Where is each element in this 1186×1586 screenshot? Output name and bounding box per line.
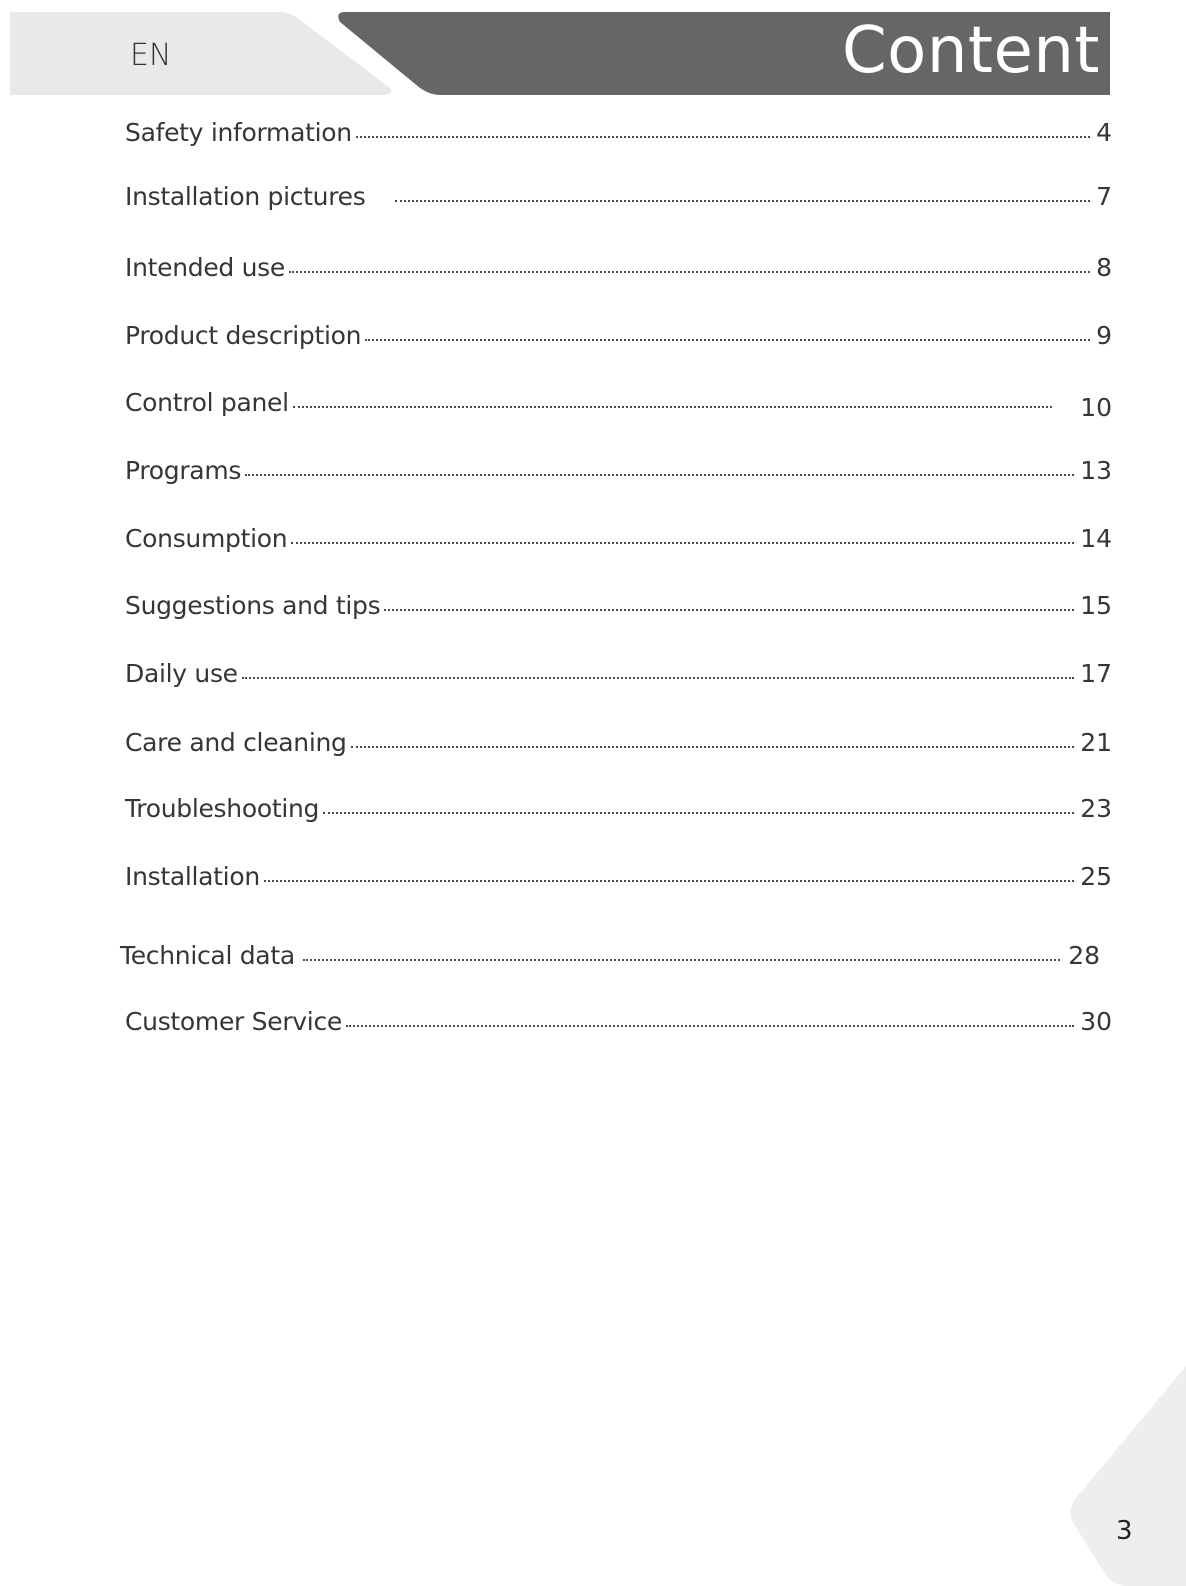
- toc-entry-page: 21: [1080, 728, 1112, 757]
- toc-entry-page: 30: [1080, 1007, 1112, 1036]
- toc-entry-label: Suggestions and tips: [125, 591, 381, 620]
- toc-entry-intended-use[interactable]: [125, 253, 1112, 282]
- page-corner-decoration: [1006, 1346, 1186, 1586]
- toc-entry-control-panel[interactable]: [125, 388, 1112, 422]
- toc-leader-dots: [264, 880, 1074, 882]
- toc-entry-label: Installation: [125, 862, 260, 891]
- page-title: Content: [841, 14, 1100, 88]
- toc-entry-safety-information[interactable]: [125, 118, 1112, 147]
- toc-entry-page: 28: [1068, 941, 1100, 970]
- toc-leader-dots: [384, 609, 1074, 611]
- toc-leader-dots: [323, 812, 1074, 814]
- toc-entry-programs[interactable]: [125, 456, 1112, 485]
- toc-leader-dots: [356, 136, 1090, 138]
- toc-entry-troubleshooting[interactable]: [125, 794, 1112, 823]
- toc-entry-suggestions-and-tips[interactable]: [125, 591, 1112, 620]
- page-number: 3: [1116, 1516, 1133, 1546]
- toc-entry-page: 15: [1080, 591, 1112, 620]
- toc-leader-dots: [291, 542, 1074, 544]
- toc-entry-label: Troubleshooting: [125, 794, 320, 823]
- toc-entry-label: Installation pictures: [125, 182, 366, 211]
- toc-entry-daily-use[interactable]: [125, 659, 1112, 688]
- toc-entry-label: Daily use: [125, 659, 238, 688]
- toc-leader-dots: [351, 746, 1075, 748]
- toc-entry-page: 10: [1080, 393, 1112, 422]
- toc-entry-page: 4: [1096, 118, 1112, 147]
- toc-entry-label: Intended use: [125, 253, 285, 282]
- toc-entry-label: Safety information: [125, 118, 352, 147]
- toc-entry-page: 9: [1096, 321, 1112, 350]
- toc-entry-page: 7: [1096, 182, 1112, 211]
- toc-entry-page: 17: [1080, 659, 1112, 688]
- toc-entry-label: Control panel: [125, 388, 289, 417]
- toc-entry-page: 8: [1096, 253, 1112, 282]
- toc-entry-label: Technical data: [120, 941, 295, 970]
- toc-leader-dots: [293, 406, 1052, 408]
- toc-entry-consumption[interactable]: [125, 524, 1112, 553]
- toc-leader-dots: [289, 271, 1090, 273]
- toc-leader-dots: [346, 1025, 1074, 1027]
- toc-entry-installation-pictures[interactable]: [125, 182, 1112, 211]
- toc-leader-dots: [365, 339, 1090, 341]
- toc-leader-dots: [395, 200, 1090, 202]
- toc-entry-page: 14: [1080, 524, 1112, 553]
- toc-leader-dots: [242, 677, 1074, 679]
- toc-entry-label: Care and cleaning: [125, 728, 347, 757]
- toc-entry-page: 13: [1080, 456, 1112, 485]
- toc-entry-customer-service[interactable]: [125, 1007, 1112, 1036]
- toc-entry-label: Customer Service: [125, 1007, 342, 1036]
- toc-entry-installation[interactable]: [125, 862, 1112, 891]
- toc-leader-dots: [303, 959, 1060, 961]
- toc-entry-product-description[interactable]: [125, 321, 1112, 350]
- toc-entry-technical-data[interactable]: [120, 941, 1100, 970]
- toc-entry-page: 25: [1080, 862, 1112, 891]
- toc-entry-label: Programs: [125, 456, 242, 485]
- toc-entry-label: Product description: [125, 321, 362, 350]
- toc-entry-care-and-cleaning[interactable]: [125, 728, 1112, 757]
- toc-leader-dots: [245, 474, 1074, 476]
- toc-entry-label: Consumption: [125, 524, 288, 553]
- language-label: EN: [130, 38, 172, 73]
- toc-entry-page: 23: [1080, 794, 1112, 823]
